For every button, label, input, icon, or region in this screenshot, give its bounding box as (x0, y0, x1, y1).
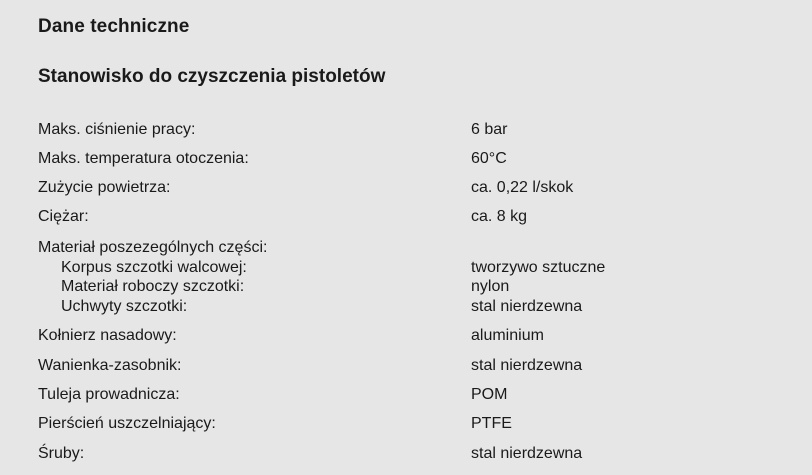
spec-value: POM (471, 386, 508, 403)
spec-value: ca. 0,22 l/skok (471, 179, 574, 196)
spec-value: stal nierdzewna (471, 445, 583, 462)
spec-label: Śruby: (38, 445, 85, 462)
section-title: Dane techniczne (38, 16, 190, 37)
spec-row-max-temperature (38, 149, 778, 169)
spec-label: Ciężar: (38, 208, 89, 225)
spec-value: PTFE (471, 415, 512, 432)
spec-row-weight (38, 207, 778, 227)
spec-label: Kołnierz nasadowy: (38, 327, 177, 344)
spec-value: tworzywo sztuczne (471, 259, 606, 276)
spec-value: stal nierdzewna (471, 357, 583, 374)
spec-label: Wanienka-zasobnik: (38, 357, 182, 374)
spec-label: Korpus szczotki walcowej: (61, 259, 247, 276)
spec-value: stal nierdzewna (471, 298, 583, 315)
spec-row-sealing-ring (38, 414, 778, 434)
spec-row-collar (38, 326, 778, 346)
spec-label: Maks. temperatura otoczenia: (38, 150, 249, 167)
spec-label: Tuleja prowadnicza: (38, 386, 180, 403)
spec-value: 6 bar (471, 121, 508, 138)
spec-label: Maks. ciśnienie pracy: (38, 121, 196, 138)
spec-value: 60°C (471, 150, 507, 167)
spec-row-max-pressure (38, 120, 778, 140)
spec-label: Zużycie powietrza: (38, 179, 171, 196)
spec-row-screws (38, 444, 778, 464)
spec-row-tray (38, 356, 778, 376)
spec-row-guide-sleeve (38, 385, 778, 405)
spec-row-air-consumption (38, 178, 778, 198)
spec-row-brush-material (38, 277, 778, 297)
spec-label: Uchwyty szczotki: (61, 298, 188, 315)
spec-row-brush-holders (38, 297, 778, 317)
spec-value: nylon (471, 278, 510, 295)
spec-row-brush-body (38, 258, 778, 278)
spec-value: aluminium (471, 327, 544, 344)
spec-label: Pierścień uszczelniający: (38, 415, 216, 432)
spec-row-materials-heading (38, 238, 778, 258)
spec-label: Materiał poszezególnych części: (38, 239, 268, 256)
product-title: Stanowisko do czyszczenia pistoletów (38, 66, 386, 87)
spec-label: Materiał roboczy szczotki: (61, 278, 245, 295)
spec-value: ca. 8 kg (471, 208, 528, 225)
